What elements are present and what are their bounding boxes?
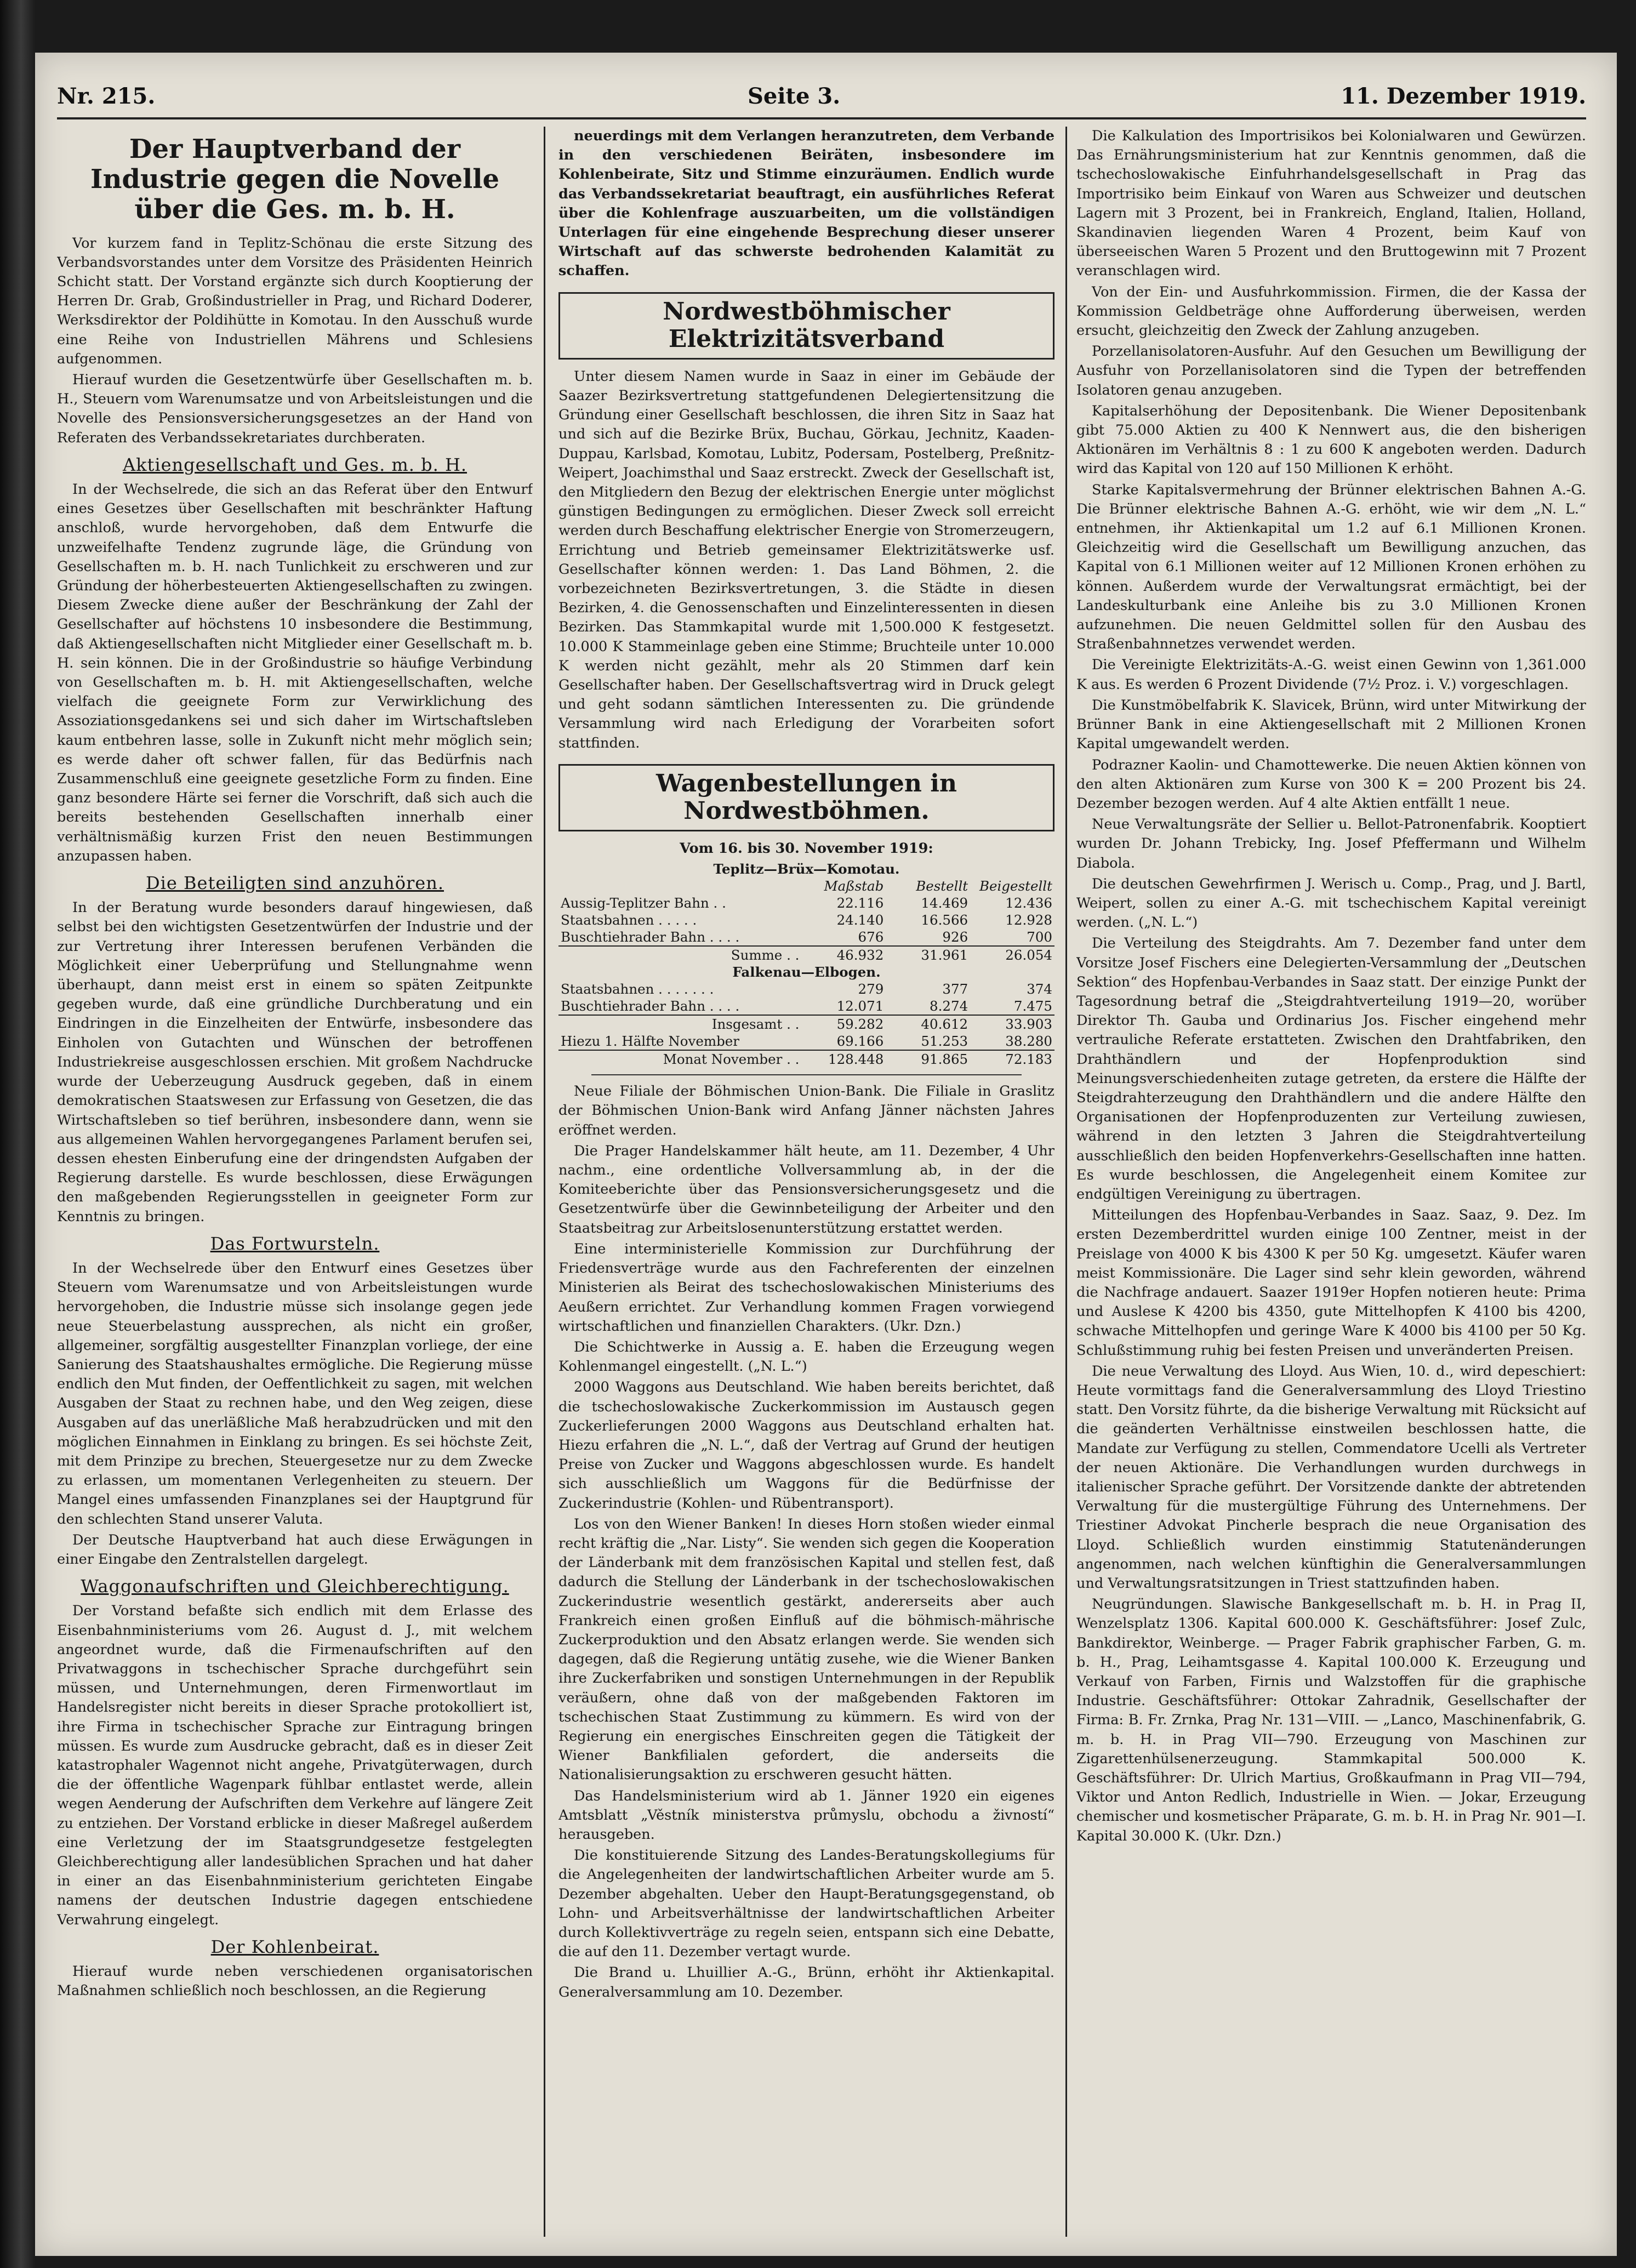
row-name: Staatsbahnen . . . . . <box>561 912 697 928</box>
cell: 374 <box>1027 981 1052 998</box>
paragraph: Unter diesem Namen wurde in Saaz in einer im Gebäude der Saazer Bezirksvertretung stattgefundenen Delegiertensitzung die Gründung einer Gesellschaft beschlossen, die ihren Sitz in Saaz hat und sich auf die Bezirke Brüx, Buchau, Görkau, Jechnitz, Kaaden-Duppau, Karlsbad, Komotau, Lubitz, Podersam, Postelberg, Preßnitz-Weipert, Joachimsthal und Saaz erstreckt. Zweck der Gesellschaft ist, den Mitgliedern den Bezug der elektrischen Energie unter möglichst günstigen Bedingungen zu ermöglichen. Dieser Zweck soll erreicht werden durch Beschaffung elektrischer Energie von Stromerzeugern, Errichtung und Betrieb gemeinsamer Elektrizitätswerke usf. Gesellschafter können werden: 1. Das Land Böhmen, 2. die vorbezeichneten Bezirksvertretungen, 3. die Städte in diesen Bezirken, 4. die Genossenschaften und Einzelinteressenten in diesen Bezirken. Das Stammkapital wurde mit 1,500.000 K festgesetzt. 10.000 K Stammeinlage geben eine Stimme; Bruchteile unter 10.000 K werden nicht gezählt, mehr als 20 Stimmen darf kein Gesellschafter haben. Der Gesellschaftsvertrag wird in Druck gelegt und geht sodann sämtlichen Interessenten zu. Die gründende Versammlung wird nach Erledigung der Vorarbeiten sofort stattfinden. <box>558 368 1054 751</box>
paragraph: In der Wechselrede, die sich an das Referat über den Entwurf eines Gesetzes über Gesellschaften mit beschränkter Haftung anschloß, wurde hervorgehoben, daß dem Entwurfe die unzweifelhafte Tendenz zugrunde läge, die Gründung von Gesellschaften m. b. H. nach Tunlichkeit zu erschweren und zur Gründung der höherbesteuerten Aktiengesellschaften zu zwingen. Diesem Zwecke diene außer der Beschränkung der Zahl der Gesellschafter auf höchstens 10 insbesondere die Bestimmung, daß Aktiengesellschaften nicht Mitglieder einer Gesellschaft m. b. H. sein können. Die in der Großindustrie so häufige Verbindung von Gesellschaften m. b. H. mit Aktiengesellschaften, welche vielfach die geeignete Form zur Verwirklichung des Assoziationsgedankens sei und sich daher im Wirtschaftsleben kaum entbehren lasse, solle in Zukunft nicht mehr möglich sein; es werde daher oft schwer fallen, für das Bedürfnis nach Zusammenschluß eine geeignete gesetzliche Form zu finden. Eine ganz besondere Härte sei ferner die Vorschrift, daß sich auch die bereits bestehenden Gesellschaften innerhalb einer verhältnismäßig kurzen Frist den neuen Bestimmungen anzupassen haben. <box>57 481 533 864</box>
scan-left-edge <box>0 0 35 2268</box>
cell: 12.928 <box>1005 912 1052 928</box>
divider <box>591 1074 1022 1075</box>
cell: 7.475 <box>1013 998 1052 1015</box>
article-title-wagenbestellungen: Wagenbestellungen in Nordwestböhmen. <box>558 764 1054 831</box>
wagon-table <box>558 861 1054 1068</box>
paragraph: Die neue Verwaltung des Lloyd. Aus Wien, 10. d., wird depeschiert: Heute vormittags fand die Generalversammlung des Lloyd Triestino statt. Den Vorsitz führte, da die bisherige Verwaltung mit Rücksicht auf die geänderten Verhältnisse einstweilen beschlossen hatte, die Mandate zur Verfügung zu stellen, Commendatore Ucelli als Vertreter der neuen Aktionäre. Die Verhandlungen wurden durchwegs in italienischer Sprache geführt. Der Vorsitzende dankte der abtretenden Verwaltung für die mustergültige Führung des Unternehmens. Der Triestiner Advokat Pincherle besprach die neue Organisation des Lloyd. Schließlich wurden einstimmig Statutenänderungen angenommen, nach welchen künftighin die Generalversammlungen und Verwaltungsratsitzungen in Triest stattzufinden haben. <box>1076 1363 1586 1592</box>
article-title-elektrizitaetsverband: Nordwestböhmischer Elektrizitätsverband <box>558 292 1054 360</box>
cell: 926 <box>942 929 968 945</box>
page-header <box>57 83 1586 122</box>
cell: 26.054 <box>970 946 1054 964</box>
table-row <box>558 1033 1054 1050</box>
cell: 279 <box>858 981 884 998</box>
column-right <box>1076 127 1586 2237</box>
paragraph: Neue Filiale der Böhmischen Union-Bank. Die Filiale in Graslitz der Böhmischen Union-Bank wird Anfang Jänner nächsten Jahres eröffnet werden. <box>558 1083 1054 1138</box>
cell: 377 <box>942 981 968 998</box>
cell: 12.436 <box>1005 895 1052 911</box>
column-rule-1 <box>544 127 545 2237</box>
paragraph: Los von den Wiener Banken! In dieses Horn stoßen wieder einmal recht kräftig die „Nar. Listy“. Sie wenden sich gegen die Kooperation der Länderbank mit dem französischen Kapital und stellen fest, daß dadurch die Stellung der Länderbank in der tschechoslowakischen Zuckerindustrie wesentlich gestärkt, andererseits aber auch Frankreich einen großen Einfluß auf die böhmisch-mährische Zuckerproduktion und den Absatz erlangen werde. Sie wenden sich dagegen, daß die Regierung untätig zusehe, wie die Wiener Banken ihre Zuckerfabriken und sonstigen Unternehmungen in der Republik veräußern, ohne daß von der maßgebenden Faktoren im tschechischen Staat Zustimmung zu kümmern. Es wird von der Regierung ein energisches Einschreiten gegen die Tätigkeit der Wiener Bankfilialen gefordert, die anderseits die Nationalisierungsaktion zu erschweren gesucht hätten. <box>558 1515 1054 1783</box>
paragraph: Die Schichtwerke in Aussig a. E. haben die Erzeugung wegen Kohlenmangel eingestellt. („N. L.“) <box>558 1338 1054 1375</box>
table-region-row <box>558 861 1054 877</box>
paragraph: Neugründungen. Slawische Bankgesellschaft m. b. H. in Prag II, Wenzelsplatz 1306. Kapital 600.000 K. Geschäftsführer: Josef Zulc, Bankdirektor, Weinberge. — Prager Fabrik graphischer Farben, G. m. b. H., Prag, Leihamtsgasse 4. Kapital 100.000 K. Erzeugung und Verkauf von Farben, Firnis und Walzstoffen für die graphische Industrie. Geschäftsführer: Ottokar Zahradnik, Gesellschafter der Firma: B. Fr. Zrnka, Prag Nr. 131—VIII. — „Lanco, Maschinenfabrik, G. m. b. H. in Prag VII—790. Erzeugung von Maschinen zur Zigarettenhülsenerzeugung. Stammkapital 500.000 K. Geschäftsführer: Dr. Ulrich Martius, Großkaufmann in Prag VII—794, Viktor und Anton Redlich, Industrielle in Wien. — Jokar, Erzeugung chemischer und kosmetischer Präparate, G. m. b. H. in Prag Nr. 901—I. Kapital 30.000 K. (Ukr. Dzn.) <box>1076 1596 1586 1844</box>
paragraph: Die Kalkulation des Importrisikos bei Kolonialwaren und Gewürzen. Das Ernährungsministerium hat zur Kenntnis genommen, daß die tschechoslowakische Einfuhrhandelsgesellschaft in Prag das Importrisiko beim Einkauf von Waren aus Schweizer und deutschen Lagern mit 3 Prozent, bei in Frankreich, England, Italien, Holland, Skandinavien liegenden Waren 4 Prozent, beim Kauf von überseeischen Waren 5 Prozent und den Bruttogewinn mit 7 Prozent veranschlagen wird. <box>1076 128 1586 280</box>
cell: 59.282 <box>801 1015 886 1033</box>
cell: 700 <box>1027 929 1052 945</box>
paragraph: In der Wechselrede über den Entwurf eines Gesetzes über Steuern vom Warenumsatze und von Arbeitsleistungen wurde hervorgehoben, die Industrie müsse sich insolange gegen jede neue Steuerbelastung aussprechen, als nicht ein großer, allgemeiner, sorgfältig ausgestellter Finanzplan vorliege, der eine Sanierung des Staatshaushaltes ermögliche. Die Regierung müsse endlich den Mut finden, der Oeffentlichkeit zu sagen, mit welchen Ausgaben der Staat zu rechnen habe, und den Weg zeigen, diese Ausgaben auf das unerläßliche Maß herabzudrücken und mit den möglichen Einnahmen in Einklang zu bringen. Es sei höchste Zeit, mit dem Prinzipe zu brechen, Steuergesetze nur zu dem Zwecke zu erlassen, um momentanen Verlegenheiten zu steuern. Der Mangel eines umfassenden Finanzplanes sei der Hauptgrund für den schlechten Stand unserer Valuta. <box>57 1260 533 1528</box>
table-period: Vom 16. bis 30. November 1919: <box>680 840 933 857</box>
paragraph: Die Verteilung des Steigdrahts. Am 7. Dezember fand unter dem Vorsitze Josef Fischers eine Delegierten-Versammlung der „Deutschen Sektion“ des Hopfenbau-Verbandes in Saaz statt. Der einzige Punkt der Tagesordnung betraf die „Steigdrahtverteilung 1919—20, worüber Direktor Th. Gauba und Ordinarius Jos. Fischer eingehend mehr vertrauliche Referate erstatteten. Zwischen den Drahtfabriken, den Drahthändlern und der Hopfenproduktion sind Meinungsverschiedenheiten zutage getreten, da erstere die Hälfte der Steigdrahterzeugung den Drahthändlern und die andere Hälfte den Organisationen der Hopfenproduzenten zur Verteilung zuwiesen, während in den letzten 3 Jahren die Steigdrahtverteilung ausschließlich den beiden Hopfenverkehrs-Gesellschaften inne hatten. Es wurde beschlossen, die Angelegenheit einem Komitee zur endgültigen Vereinigung zu übertragen. <box>1076 935 1586 1203</box>
table-row <box>558 998 1054 1015</box>
paragraph: Vor kurzem fand in Teplitz-Schönau die erste Sitzung des Verbandsvorstandes unter dem Vorsitze des Präsidenten Heinrich Schicht statt. Der Vorstand ergänzte sich durch Kooptierung der Herren Dr. Grab, Großindustrieller in Prag, und Richard Doderer, Werksdirektor der Poldihütte in Komotau. In den Ausschuß wurde eine Reihe von Industriellen Mährens und Schlesiens aufgenommen. <box>57 235 533 367</box>
paragraph: Die konstituierende Sitzung des Landes-Beratungskollegiums für die Angelegenheiten der landwirtschaftlichen Arbeiter wurde am 5. Dezember abgehalten. Ueber den Haupt-Beratungsgegenstand, ob Lohn- und Arbeitsverhältnisse der landwirtschaftlichen Arbeiter durch Kollektivverträge zu regeln seien, entspann sich eine Debatte, die auf den 11. Dezember vertagt wurde. <box>558 1847 1054 1961</box>
paragraph: Hierauf wurden die Gesetzentwürfe über Gesellschaften m. b. H., Steuern vom Warenumsatze und von Arbeitsleistungen und die Novelle des Pensionsversicherungsgesetzes an der Hand von Referaten des Verbandssekretariates durchberaten. <box>57 371 533 446</box>
cell: 38.280 <box>1005 1033 1052 1050</box>
cell: 24.140 <box>836 912 884 928</box>
paragraph: Neue Verwaltungsräte der Sellier u. Bellot-Patronenfabrik. Kooptiert wurden Dr. Johann Trebicky, Ing. Josef Pfeffermann und Wilhelm Diabola. <box>1076 816 1586 871</box>
cell: 31.961 <box>886 946 970 964</box>
region-label: Teplitz—Brüx—Komotau. <box>713 861 900 877</box>
table-sum-row <box>558 1050 1054 1068</box>
paragraph: Mitteilungen des Hopfenbau-Verbandes in Saaz. Saaz, 9. Dez. Im ersten Dezemberdrittel wurden einige 100 Zentner, meist in der Preislage von 4000 K bis 4300 K per 50 Kg. umgesetzt. Käufer waren meist Kommissionäre. Die Lager sind sehr klein geworden, während die Nachfrage andauert. Saazer 1919er Hopfen notieren heute: Prima und Auslese K 4200 bis 4350, gute Mittelhopfen K 4100 bis 4200, schwache Mittelhopfen und geringe Ware K 4000 bis 4100 per 50 Kg. Schlußstimmung ruhig bei festen Preisen und unveränderten Preisen. <box>1076 1207 1586 1359</box>
row-name: Monat November . . <box>558 1050 801 1068</box>
paragraph: Die Kunstmöbelfabrik K. Slavicek, Brünn, wird unter Mitwirkung der Brünner Bank in eine Aktiengesellschaft mit 2 Millionen Kronen Kapital umgewandelt werden. <box>1076 697 1586 753</box>
newspaper-page <box>35 53 1617 2256</box>
paragraph: Die Vereinigte Elektrizitäts-A.-G. weist einen Gewinn von 1,361.000 K aus. Es werden 6 Prozent Dividende (7½ Proz. i. V.) vorgeschlagen. <box>1076 657 1586 693</box>
paragraph: neuerdings mit dem Verlangen heranzutreten, dem Verbande in den verschiedenen Beiräten, insbesondere im Kohlenbeirate, Sitz und Stimme einzuräumen. Endlich wurde das Verbandssekretariat beauftragt, ein ausführliches Referat über die Kohlenfrage auszuarbeiten, um die vollständigen Unterlagen für eine eingehende Besprechung dieser unserer Wirtschaft auf das schwerste bedrohenden Kalamität zu schaffen. <box>558 128 1054 280</box>
region-label: Falkenau—Elbogen. <box>732 964 881 981</box>
paragraph: Hierauf wurde neben verschiedenen organisatorischen Maßnahmen schließlich noch beschlossen, an die Regierung <box>57 1963 533 1999</box>
table-header-row <box>558 877 1054 894</box>
row-name: Buschtiehrader Bahn . . . . <box>561 929 740 945</box>
paragraph: In der Beratung wurde besonders darauf hingewiesen, daß selbst bei den wichtigsten Gesetzentwürfen der Industrie und der zur Vertretung ihrer Interessen berufenen Verbänden die Möglichkeit einer Ueberprüfung und Stellungnahme wenn überhaupt, dann meist erst in einem so späten Zeitpunkte gegeben wurde, daß eine gründliche Durchberatung und ein Eindringen in die Einzelheiten der Entwürfe, insbesondere das Einholen von Gutachten und Wünschen der betroffenen Industriekreise ausgeschlossen erschien. Mit großem Nachdrucke wurde der Ueberzeugung Ausdruck gegeben, daß in einem demokratischen Staatswesen zur Erfassung von Gesetzen, die das Wirtschaftsleben so tief berühren, insbesondere dann, wenn sie aus allgemeinen Wahlen hervorgegangenes Parlament berufen sei, dessen ehesten Einberufung eine der dringendsten Aufgaben der Regierung darstelle. Es wurde beschlossen, diese Erwägungen den maßgebenden Regierungsstellen in geeigneter Form zur Kenntnis zu bringen. <box>57 899 533 1225</box>
paragraph: Die Prager Handelskammer hält heute, am 11. Dezember, 4 Uhr nachm., eine ordentliche Vollversammlung ab, in der die Komiteeberichte über das Pensionsversicherungsgesetz und die Gesetzentwürfe über die Gewinnbeteiligung der Arbeiter und den Staatsbeitrag zur Arbeitslosenunterstützung erstattet werden. <box>558 1142 1054 1236</box>
cell: 8.274 <box>930 998 968 1015</box>
subheading-fortwursteln: Das Fortwursteln. <box>210 1233 380 1254</box>
table-row <box>558 894 1054 911</box>
cell: 33.903 <box>970 1015 1054 1033</box>
row-name: Hiezu 1. Hälfte November <box>561 1033 740 1050</box>
table-sum-row <box>558 946 1054 964</box>
cell: 69.166 <box>836 1033 884 1050</box>
column-rule-2 <box>1065 127 1067 2237</box>
subheading-aktiengesellschaft: Aktiengesellschaft und Ges. m. b. H. <box>122 454 468 475</box>
row-name: Staatsbahnen . . . . . . . <box>561 981 714 998</box>
header-cell: Maßstab <box>824 878 884 894</box>
issue-number: Nr. 215. <box>57 83 156 109</box>
header-cell: Bestellt <box>916 878 968 894</box>
paragraph: Kapitalserhöhung der Depositenbank. Die Wiener Depositenbank gibt 75.000 Aktien zu 400 K Nennwert aus, die den bisherigen Aktionären im Verhältnis 8 : 1 zu 600 K angeboten werden. Dadurch wird das Kapital von 120 auf 150 Millionen K erhöht. <box>1076 402 1586 477</box>
issue-date: 11. Dezember 1919. <box>1341 83 1586 109</box>
page-number: Seite 3. <box>748 83 841 109</box>
article-title-hauptverband: Der Hauptverband der Industrie gegen die Novelle über die Ges. m. b. H. <box>90 134 499 225</box>
cell: 14.469 <box>921 895 968 911</box>
cell: 46.932 <box>801 946 886 964</box>
subheading-waggonaufschriften: Waggonaufschriften und Gleichberechtigung. <box>81 1576 509 1597</box>
table-region-row <box>558 964 1054 981</box>
paragraph: Porzellanisolatoren-Ausfuhr. Auf den Gesuchen um Bewilligung der Ausfuhr von Porzellanisolatoren sind die Typen der betreffenden Isolatoren genau anzugeben. <box>1076 343 1586 398</box>
row-name: Summe . . <box>558 946 801 964</box>
paragraph: Der Vorstand befaßte sich endlich mit dem Erlasse des Eisenbahnministeriums vom 26. August d. J., mit welchem angeordnet wurde, daß die Firmenaufschriften auf den Privatwaggons in tschechischer Sprache durchgeführt sein müssen, und Unternehmungen, deren Firmenwortlaut im Handelsregister nicht bereits in dieser Sprache protokolliert ist, ihre Firma in tschechischer Sprache zur Eintragung bringen müssen. Es wurde zum Ausdrucke gebracht, daß es in dieser Zeit katastrophaler Wagennot nicht angehe, Privatgüterwagen, durch die der öffentliche Wagenpark fühlbar entlastet werde, allein wegen Aenderung der Aufschriften dem Verkehre auf längere Zeit zu entziehen. Der Vorstand erblicke in dieser Maßregel außerdem eine Verletzung der im Staatsgrundgesetze festgelegten Gleichberechtigung aller landesüblichen Sprachen und hat daher in einer an das Eisenbahnministerium gerichteten Eingabe namens der deutschen Industrie dagegen entschiedene Verwahrung eingelegt. <box>57 1603 533 1928</box>
paragraph: Die Brand u. Lhuillier A.-G., Brünn, erhöht ihr Aktienkapital. Generalversammlung am 10. Dezember. <box>558 1964 1054 2001</box>
row-name: Aussig-Teplitzer Bahn . . <box>561 895 726 911</box>
header-rule <box>57 117 1586 119</box>
paragraph: Eine interministerielle Kommission zur Durchführung der Friedensverträge wurde aus den Fachreferenten der einzelnen Ministerien als Beirat des tschechoslowakischen Ministeriums des Aeußern errichtet. Zur Verhandlung kommen Fragen vorwiegend wirtschaftlichen und finanziellen Charakters. (Ukr. Dzn.) <box>558 1240 1054 1335</box>
cell: 40.612 <box>886 1015 970 1033</box>
table-row <box>558 928 1054 946</box>
paragraph: Von der Ein- und Ausfuhrkommission. Firmen, die der Kassa der Kommission Geldbeträge ohne Aufforderung überweisen, werden ersucht, gleichzeitig den Zweck der Zahlung anzugeben. <box>1076 283 1586 339</box>
cell: 676 <box>858 929 884 945</box>
paragraph: Das Handelsministerium wird ab 1. Jänner 1920 ein eigenes Amtsblatt „Věstník ministerstva průmyslu, obchodu a živností“ herausgeben. <box>558 1787 1054 1843</box>
cell: 91.865 <box>886 1050 970 1068</box>
subheading-beteiligten: Die Beteiligten sind anzuhören. <box>146 873 444 894</box>
cell: 12.071 <box>836 998 884 1015</box>
paragraph: Podrazner Kaolin- und Chamottewerke. Die neuen Aktien können von den alten Aktionären zum Kurse von 300 K = 200 Prozent bis 24. Dezember bezogen werden. Auf 4 alte Aktien entfällt 1 neue. <box>1076 756 1586 812</box>
table-row <box>558 911 1054 928</box>
header-cell <box>558 877 801 894</box>
table-sum-row <box>558 1015 1054 1033</box>
row-name: Insgesamt . . <box>558 1015 801 1033</box>
cell: 22.116 <box>836 895 884 911</box>
cell: 128.448 <box>801 1050 886 1068</box>
paragraph: Die deutschen Gewehrfirmen J. Werisch u. Comp., Prag, und J. Bartl, Weipert, sollen zu einer A.-G. mit tschechischem Kapital vereinigt werden. („N. L.“) <box>1076 875 1586 931</box>
paragraph: 2000 Waggons aus Deutschland. Wie haben bereits berichtet, daß die tschechoslowakische Zuckerkommission im Austausch gegen Zuckerlieferungen 2000 Waggons aus Deutschland erhalten hat. Hiezu erfahren die „N. L.“, daß der Vertrag auf Grund der heutigen Preise von Zucker und Waggons abgeschlossen wurde. Es handelt sich ausschließlich um Waggons für die Bedürfnisse der Zuckerindustrie (Kohlen- und Rübentransport). <box>558 1379 1054 1512</box>
paragraph: Der Deutsche Hauptverband hat auch diese Erwägungen in einer Eingabe den Zentralstellen dargelegt. <box>57 1531 533 1568</box>
row-name: Buschtiehrader Bahn . . . . <box>561 998 740 1015</box>
cell: 16.566 <box>921 912 968 928</box>
column-middle <box>558 127 1054 2237</box>
header-cell: Beigestellt <box>979 878 1052 894</box>
subheading-kohlenbeirat: Der Kohlenbeirat. <box>210 1936 379 1957</box>
cell: 51.253 <box>921 1033 968 1050</box>
table-row <box>558 981 1054 998</box>
column-left <box>57 127 533 2237</box>
paragraph: Starke Kapitalsvermehrung der Brünner elektrischen Bahnen A.-G. Die Brünner elektrische Bahnen A.-G. erhöht, wie wir dem „N. L.“ entnehmen, ihr Aktienkapital um 1.2 auf 6.1 Millionen Kronen. Gleichzeitig wird die Gesellschaft um Bewilligung anzuchen, das Kapital von 6.1 Millionen weiter auf 12 Millionen Kronen erhöhen zu können. Außerdem wurde der Verwaltungsrat ermächtigt, bei der Landeskulturbank eine Anleihe bis zu 3.0 Millionen Kronen aufzunehmen. Die neuen Geldmittel sollen für den Ausbau des Straßenbahnnetzes verwendet werden. <box>1076 481 1586 653</box>
cell: 72.183 <box>970 1050 1054 1068</box>
